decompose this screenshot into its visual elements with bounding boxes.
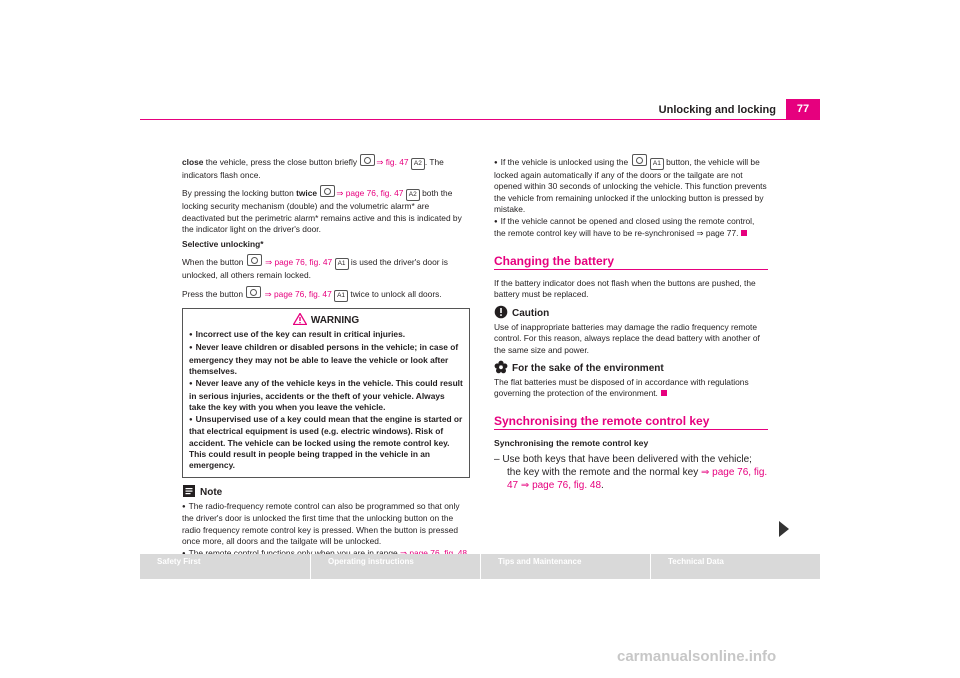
auto-relock-item xyxy=(494,154,768,215)
paragraph-twice xyxy=(182,185,470,235)
page-link[interactable]: ⇒ page 76, fig. 47 xyxy=(265,257,333,268)
text: The flat batteries must be disposed of in accordance with regulations governing the protection of the environment. xyxy=(494,377,749,399)
tab-safety-first[interactable]: Safety First xyxy=(157,557,201,566)
key-unlock-icon xyxy=(247,254,262,266)
strong-twice: twice xyxy=(296,188,318,199)
callout-badge: A2 xyxy=(411,158,425,170)
environment-text xyxy=(494,377,768,400)
text: – Use both keys that have been delivered with the vehicle; the key with the remote and the normal key xyxy=(494,454,752,479)
page-link[interactable]: ⇒ page 76, fig. 48 xyxy=(520,480,602,492)
watermark: carmanualsonline.info xyxy=(617,648,777,665)
note-icon xyxy=(182,484,196,498)
text: When the button xyxy=(182,257,246,268)
environment-flower-icon xyxy=(494,360,508,374)
end-mark-icon xyxy=(741,230,747,236)
callout-badge: A1 xyxy=(334,290,348,302)
text: the vehicle, press the close button briefly xyxy=(203,157,360,167)
caution-title: Caution xyxy=(512,307,550,319)
end-mark-icon xyxy=(661,390,667,396)
tab-tips-maintenance[interactable]: Tips and Maintenance xyxy=(480,554,649,579)
environment-title: For the sake of the environment xyxy=(512,362,664,374)
warning-header xyxy=(189,313,463,326)
paragraph-press-button xyxy=(182,286,470,302)
tab-operating-instructions[interactable]: Operating instructions xyxy=(310,554,479,579)
note-title: Note xyxy=(200,486,223,498)
callout-badge: A1 xyxy=(335,258,349,270)
key-unlock-icon xyxy=(246,286,261,298)
text: . The indicators flash once. xyxy=(182,157,444,180)
fig-link[interactable]: ⇒ fig. 47 xyxy=(376,157,409,167)
section-title-sync: Synchronising the remote control key xyxy=(494,413,710,428)
next-page-arrow-icon[interactable] xyxy=(779,521,789,537)
sync-step xyxy=(494,453,768,492)
battery-text: If the battery indicator does not flash when the buttons are pushed, the battery must be replaced. xyxy=(494,278,756,300)
caution-header xyxy=(494,305,768,319)
section-rule xyxy=(494,429,768,430)
warning-item: ● Never leave any of the vehicle keys in the vehicle. This could result in serious injuries, accidents or the theft of your vehicle. Always take the key with you when you leave the vehicle. xyxy=(189,378,463,413)
warning-box xyxy=(182,308,470,478)
note-header xyxy=(182,484,470,498)
warning-triangle-icon xyxy=(293,313,307,325)
environment-header xyxy=(494,360,768,374)
strong-close: close xyxy=(182,157,204,167)
page-link[interactable]: ⇒ page 76, fig. 47 xyxy=(507,467,768,492)
tab-technical-data[interactable]: Technical Data xyxy=(650,554,819,579)
callout-badge: A1 xyxy=(650,158,664,170)
left-column xyxy=(182,154,470,573)
subheading: Selective unlocking* xyxy=(182,239,264,250)
footer-nav xyxy=(140,554,820,579)
warning-title: WARNING xyxy=(310,314,360,326)
text: If the vehicle is unlocked using the xyxy=(500,157,631,167)
paragraph-close xyxy=(182,154,470,181)
sync-subheading: Synchronising the remote control key xyxy=(494,438,649,449)
header-rule xyxy=(140,119,820,120)
callout-badge: A2 xyxy=(406,189,420,201)
text: is used the driver's door is unlocked, all others remain locked. xyxy=(182,257,448,281)
selective-unlocking-heading xyxy=(182,239,470,250)
resync-item xyxy=(494,216,768,240)
page-header-title: Unlocking and locking xyxy=(658,104,776,116)
text: By pressing the locking button xyxy=(182,188,297,199)
key-lock-icon xyxy=(320,185,335,197)
text: . xyxy=(601,480,604,492)
text: Press the button xyxy=(182,288,246,299)
text: If the vehicle cannot be opened and closed using the remote control, the remote control key will have to be re-synchronised ⇒ page 77. xyxy=(494,216,755,239)
text: button, the vehicle will be locked again automatically if any of the doors or the tailgate are not opened within 30 seconds of unlocking the vehicle. This function prevents the vehicle from remaining unlocked if the unlocking button is pressed by mistake. xyxy=(494,157,767,214)
text: both the locking security mechanism (double) and the volumetric alarm* are deactivated but the perimetric alarm* remains active and this is indicated by the indicator light on the driver's door. xyxy=(182,188,462,234)
warning-item: ● Never leave children or disabled persons in the vehicle; in case of emergency they may not be able to leave the vehicle or look after themselves. xyxy=(189,342,463,377)
page-number: 77 xyxy=(786,99,820,119)
warning-item: ● Incorrect use of the key can result in critical injuries. xyxy=(189,329,463,341)
key-lock-icon xyxy=(360,154,375,166)
page-link[interactable]: ⇒ page 76, fig. 47 xyxy=(264,288,332,299)
key-unlock-icon xyxy=(632,154,647,166)
section-rule xyxy=(494,269,768,270)
caution-text: Use of inappropriate batteries may damage the radio frequency remote control. For this reason, always replace the dead battery with another of the same size and power. xyxy=(494,321,760,355)
caution-icon xyxy=(494,305,508,319)
right-column xyxy=(494,154,768,496)
section-title-battery: Changing the battery xyxy=(494,253,615,268)
page-link[interactable]: ⇒ page 76, fig. 47 xyxy=(336,188,404,199)
warning-item: ● Unsupervised use of a key could mean that the engine is started or that electrical equipment is used (e.g. electric windows). Risk of accident. The vehicle can be locked using the remote control key. This could result in people being trapped in the vehicle in an emergency. xyxy=(189,414,463,471)
paragraph-when-button xyxy=(182,254,470,281)
text: twice to unlock all doors. xyxy=(348,288,442,299)
note-item: ● The radio-frequency remote control can also be programmed so that only the driver's door is unlocked the first time that the unlocking button on the radio frequency remote control key is pressed. When the button is pressed once more, all doors and the tailgate will be unlocked. xyxy=(182,501,470,547)
